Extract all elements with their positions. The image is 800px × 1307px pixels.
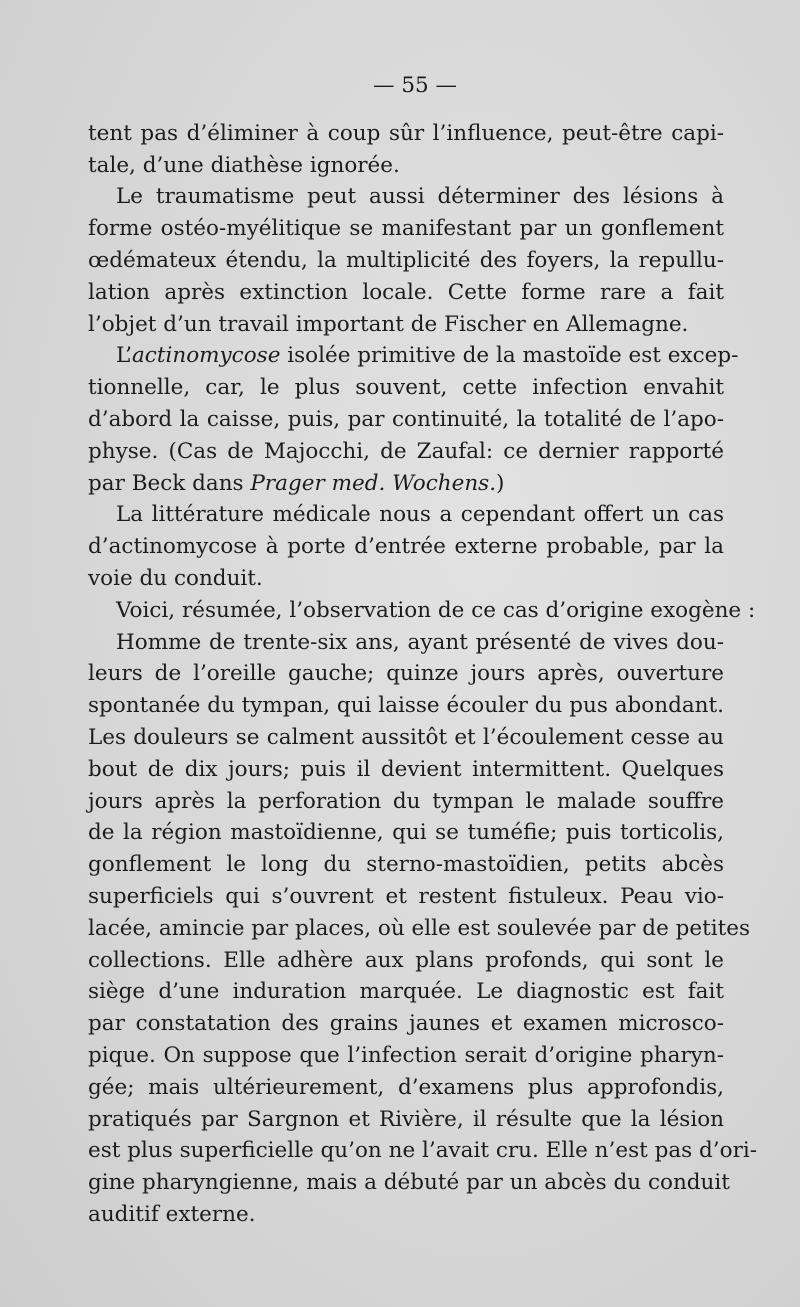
text-segment: ) (496, 470, 505, 496)
text-segment: leurs de l’oreille gauche; quinze jours après, ouverture (88, 661, 724, 687)
text-line (88, 404, 724, 436)
text-segment: collections. Elle adhère aux plans profonds, qui sont le (88, 947, 724, 973)
text-line (88, 181, 724, 213)
text-line (88, 1199, 724, 1231)
text-line (88, 1135, 757, 1167)
text-segment: superficiels qui s’ouvrent et restent fistuleux. Peau vio- (88, 883, 724, 909)
text-segment: gonflement le long du sterno-mastoïdien, petits abcès (88, 852, 724, 878)
text-line (88, 436, 724, 468)
text-segment: Homme de trente-six ans, ayant présenté de vives dou- (116, 629, 724, 655)
book-page (88, 70, 757, 1231)
text-segment: forme ostéo-myélitique se manifestant par un gonflement (88, 216, 724, 242)
text-segment: jours après la perforation du tympan le malade souffre (88, 788, 724, 814)
text-segment: Les douleurs se calment aussitôt et l’écoulement cesse au (88, 724, 724, 750)
text-line (88, 213, 724, 245)
text-line (88, 881, 724, 913)
text-segment: d’actinomycose à porte d’entrée externe probable, par la (88, 534, 724, 560)
italic-text: actinomycose (131, 343, 281, 369)
text-segment: L’ (116, 343, 132, 369)
text-line (88, 340, 739, 372)
italic-text: Prager med. Wochens. (250, 470, 497, 496)
text-segment: Voici, résumée, l’observation de ce cas d’origine exogène : (116, 597, 756, 623)
page-number: — 55 — (372, 73, 458, 98)
text-line (88, 245, 724, 277)
text-segment: est plus superficielle qu’on ne l’avait cru. Elle n’est pas d’ori- (88, 1138, 757, 1164)
text-segment: tale, d’une diathèse ignorée. (88, 152, 400, 178)
body-text (88, 118, 757, 1231)
text-line (88, 468, 724, 500)
text-segment: œdémateux étendu, la multiplicité des foyers, la repullu- (88, 247, 724, 273)
text-line (88, 817, 724, 849)
text-segment: gée; mais ultérieurement, d’examens plus approfondis, (88, 1074, 724, 1100)
text-line (88, 277, 724, 309)
text-segment: tent pas d’éliminer à coup sûr l’influence, peut-être capi- (88, 120, 724, 146)
text-line (88, 913, 751, 945)
text-segment: isolée primitive de la mastoïde est excep- (280, 343, 739, 369)
text-segment: bout de dix jours; puis il devient intermittent. Quelques (88, 756, 724, 782)
text-line (88, 976, 724, 1008)
text-segment: par constatation des grains jaunes et examen microsco- (88, 1011, 724, 1037)
text-line (88, 499, 724, 531)
text-segment: La littérature médicale nous a cependant offert un cas (116, 502, 724, 528)
text-line (88, 1040, 724, 1072)
text-line (88, 1008, 724, 1040)
text-segment: siège d’une induration marquée. Le diagnostic est fait (88, 979, 724, 1005)
text-segment: pique. On suppose que l’infection serait d’origine pharyn- (88, 1042, 724, 1068)
text-segment: tionnelle, car, le plus souvent, cette infection envahit (88, 375, 724, 401)
text-line (88, 658, 724, 690)
text-segment: auditif externe. (88, 1201, 256, 1227)
text-segment: par Beck dans (88, 470, 251, 496)
text-segment: de la région mastoïdienne, qui se tuméfie; puis torticolis, (88, 820, 724, 846)
text-line (88, 786, 724, 818)
text-line (88, 1167, 730, 1199)
text-line (88, 563, 724, 595)
text-segment: d’abord la caisse, puis, par continuité, la totalité de l’apo- (88, 406, 724, 432)
text-line (88, 150, 724, 182)
text-line (88, 1104, 724, 1136)
text-segment: l’objet d’un travail important de Fischer en Allemagne. (88, 311, 689, 337)
text-segment: voie du conduit. (88, 565, 263, 591)
text-line (88, 627, 724, 659)
text-segment: lation après extinction locale. Cette forme rare a fait (88, 279, 724, 305)
text-line (88, 531, 724, 563)
text-line (88, 849, 724, 881)
text-line (88, 118, 724, 150)
text-segment: spontanée du tympan, qui laisse écouler du pus abondant. (88, 693, 724, 719)
text-line (88, 595, 756, 627)
text-line (88, 372, 724, 404)
text-segment: Le traumatisme peut aussi déterminer des lésions à (116, 184, 724, 210)
text-segment: lacée, amincie par places, où elle est soulevée par de petites (88, 915, 751, 941)
text-line (88, 945, 724, 977)
text-segment: pratiqués par Sargnon et Rivière, il résulte que la lésion (88, 1106, 724, 1132)
text-line (88, 722, 724, 754)
text-line (88, 754, 724, 786)
text-line (88, 690, 724, 722)
text-line (88, 1072, 724, 1104)
text-segment: physe. (Cas de Majocchi, de Zaufal: ce dernier rapporté (88, 438, 724, 464)
text-line (88, 309, 724, 341)
text-segment: gine pharyngienne, mais a débuté par un abcès du conduit (88, 1170, 730, 1196)
